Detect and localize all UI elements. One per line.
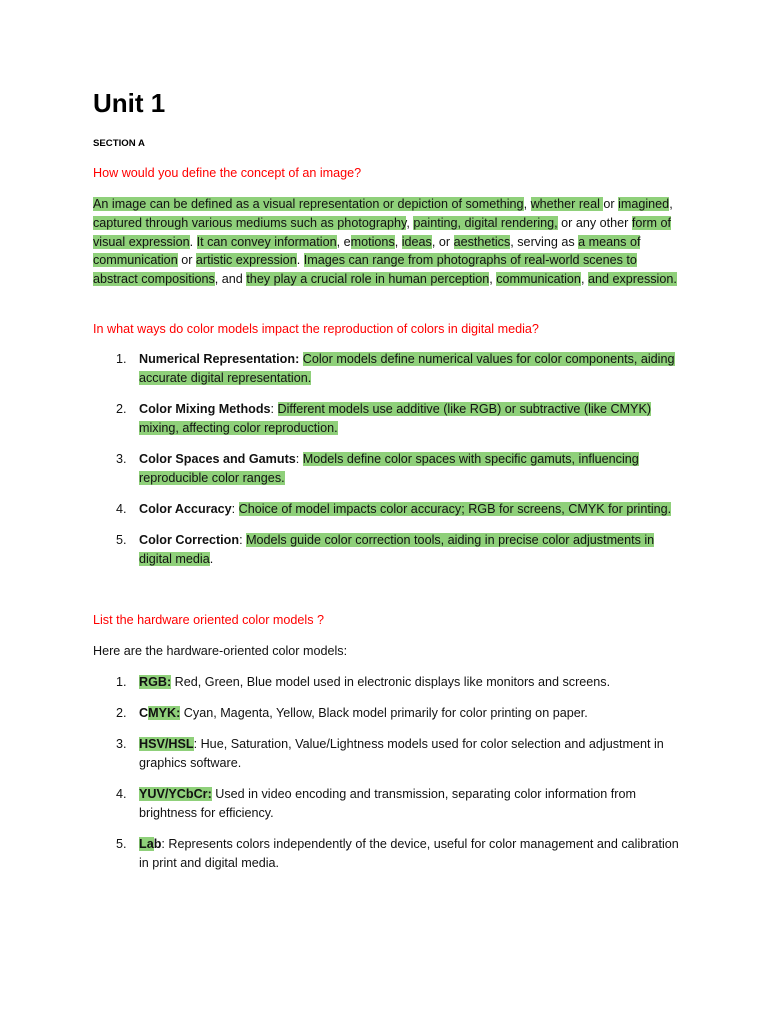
highlighted-text: motions [350, 234, 395, 249]
highlighted-text: ideas [401, 234, 432, 249]
text-segment: : Hue, Saturation, Value/Lightness models used for color selection and adjustment in graphics software. [139, 737, 664, 770]
list-item-number: 2. [116, 706, 127, 721]
highlighted-text: Images can range from photographs of real-world scenes to abstract compositions [93, 253, 637, 287]
text-segment: or any other [557, 215, 632, 230]
text-segment: . [209, 551, 214, 566]
highlighted-text: form of visual expression [93, 215, 672, 249]
highlighted-text: Models guide color correction tools, aiding in precise color adjustments in digital media [139, 532, 655, 566]
highlighted-text: An image can be defined as a visual representation or depiction of something [93, 197, 524, 211]
list-item [93, 735, 683, 773]
highlighted-text: whether real [530, 197, 604, 211]
list-item [93, 350, 683, 388]
highlighted-text: YUV/YCbCr: [139, 787, 212, 802]
list-item [93, 500, 683, 519]
text-segment: , and [214, 272, 247, 287]
highlighted-text: Color models define numerical values for color components, aiding accurate digital representation. [139, 352, 675, 385]
highlighted-text: communication [496, 272, 581, 287]
text-segment: . [296, 253, 304, 268]
list-item-number: 1. [116, 352, 127, 366]
section-heading: SECTION A [93, 138, 145, 149]
text-segment: Cyan, Magenta, Yellow, Black model primarily for color printing on paper. [180, 706, 588, 721]
hardware-color-models-list [93, 673, 683, 885]
list-item-number: 2. [116, 401, 127, 416]
highlighted-text: La [139, 836, 154, 851]
highlighted-text: and expression. [587, 272, 677, 287]
list-item [93, 835, 683, 873]
list-item-number: 1. [116, 675, 127, 689]
text-segment: : [231, 501, 239, 516]
text-segment: , or [431, 234, 454, 249]
text-segment: Color Correction [139, 532, 240, 547]
text-segment: , [669, 197, 673, 211]
list-item-number: 4. [116, 787, 127, 802]
list-item [93, 400, 683, 438]
text-segment: : [295, 451, 303, 466]
list-item-number: 3. [116, 451, 127, 466]
list-item-number: 5. [116, 836, 127, 851]
highlighted-text: painting, digital rendering, [413, 215, 558, 230]
text-segment: Color Mixing Methods [139, 401, 271, 416]
text-segment: , [580, 272, 588, 287]
question-3: List the hardware oriented color models ? [93, 613, 325, 627]
highlighted-text: Models define color spaces with specific gamuts, influencing reproducible color ranges. [139, 451, 639, 485]
list-item [93, 785, 683, 823]
highlighted-text: RGB: [139, 675, 172, 689]
text-segment: . [189, 234, 197, 249]
text-segment: : [270, 401, 278, 416]
highlighted-text: HSV/HSL [139, 737, 194, 752]
highlighted-text: captured through various mediums such as photography [93, 215, 407, 230]
highlighted-text: a means of communication [93, 234, 641, 268]
highlighted-text: aesthetics [453, 234, 511, 249]
text-segment: : [239, 532, 247, 547]
text-segment: Color Accuracy [139, 501, 232, 516]
highlighted-text: MYK: [148, 706, 181, 721]
text-segment: , [406, 215, 414, 230]
text-segment: : Represents colors independently of the device, useful for color management and calibration in print and digital media. [139, 836, 679, 870]
list-item [93, 704, 683, 723]
text-segment: or [603, 197, 619, 211]
text-segment: Used in video encoding and transmission, separating color information from brightness for efficiency. [139, 787, 636, 820]
question-1: How would you define the concept of an image? [93, 166, 362, 180]
text-segment: Numerical Representation [139, 352, 296, 366]
hardware-models-intro: Here are the hardware-oriented color models: [93, 644, 348, 658]
page-title: Unit 1 [93, 88, 166, 118]
text-segment: , e [336, 234, 351, 249]
text-segment: or [177, 253, 196, 268]
highlighted-text: they play a crucial role in human perception [246, 272, 490, 287]
list-item [93, 673, 683, 692]
highlighted-text: Different models use additive (like RGB) or subtractive (like CMYK) mixing, affecting color reproduction. [139, 401, 652, 435]
highlighted-text: artistic expression [195, 253, 297, 268]
text-segment: Red, Green, Blue model used in electronic displays like monitors and screens. [171, 675, 611, 689]
highlighted-text: Choice of model impacts color accuracy; RGB for screens, CMYK for printing. [238, 501, 672, 516]
list-item [93, 450, 683, 488]
list-item [93, 531, 683, 569]
text-segment: , serving as [510, 234, 579, 249]
text-segment: , [523, 197, 531, 211]
text-segment: , [394, 234, 402, 249]
text-segment: Color Spaces and Gamuts [139, 451, 296, 466]
list-item-number: 5. [116, 532, 127, 547]
answer-1-paragraph [93, 195, 677, 289]
highlighted-text: It can convey information [196, 234, 337, 249]
text-segment: , [489, 272, 497, 287]
highlighted-text: imagined [618, 197, 670, 211]
list-item-number: 3. [116, 737, 127, 752]
text-segment: C [139, 706, 149, 721]
question-2: In what ways do color models impact the reproduction of colors in digital media? [93, 322, 539, 336]
text-segment: b [153, 836, 162, 851]
text-segment: : [295, 352, 303, 366]
color-model-impacts-list [93, 350, 683, 581]
list-item-number: 4. [116, 501, 127, 516]
